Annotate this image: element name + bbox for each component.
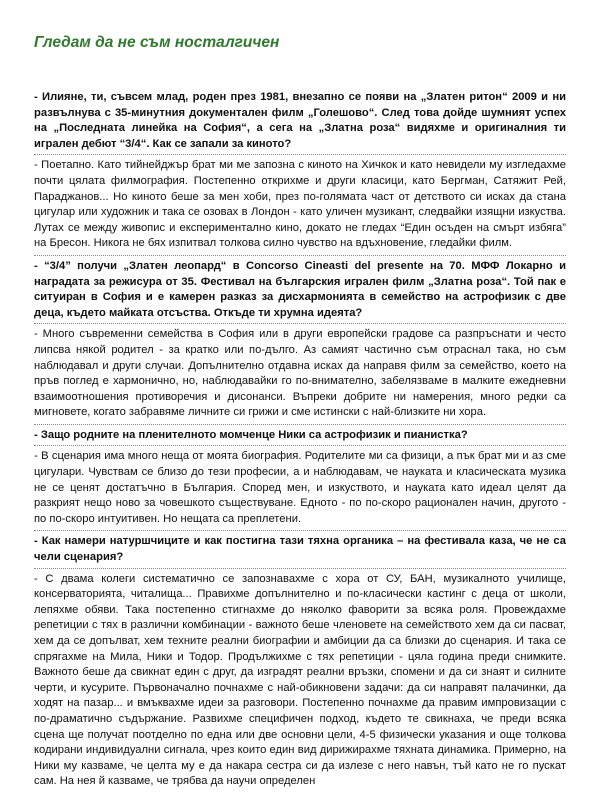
divider — [34, 154, 566, 155]
question-3: - Защо родните на пленителното момченце Ники са астрофизик и пианистка? — [34, 428, 468, 441]
divider — [34, 424, 566, 425]
answer-1: - Поетапно. Като тийнейджър брат ми ме запозна с киното на Хичкок и като невидели му изгледахме почти цялата филмография. Постепенно открихме и други класици, като Бергман, Сатяжит Рей, Параджанов... Но киното беше за мен хоби, през по-голямата част от детството си исках да стана цигулар или художник и така се озовах в Лондон - като уличен музикант, следвайки изящни изкуства. Лутах се между живопис и експериментално кино, докато не гледах “Един осъден на смърт избяга” на Бресон. Никога не бях изпитвал толкова силно чувство на вдъхновение, гледайки филм. — [34, 159, 566, 250]
answer-2: - Много съвременни семейства в София или в други европейски градове са разпръснати и често липсва някой родител - за кратко или по-дълго. Аз самият частично съм отраснал така, но съм наблюдавал и други случаи. Допълнително отдавна исках да направя филм за семейство, което на пръв поглед е хармонично, но, наблюдавайки го по-внимателно, забелязваме в малките ежедневни взаимоотношения противоречия и дисонанси. Въпреки добрите ни намерения, много редки са мигновете, когато забравяме личните си грижи и сме истински с най-близките ни хора. — [34, 328, 566, 419]
question-1: - Илияне, ти, съвсем млад, роден през 1981, внезапно се появи на „Златен ритон“ 2009 и ни развълнува с 35-минутния документален филм „Голешово“. След това дойде шумният успех на „Последната линейка на София“, а сега на „Златна роза“ видяхме и оригиналния ти игрален дебют “3/4“. Как се запали за киното? — [34, 91, 566, 150]
divider — [34, 255, 566, 256]
article-body — [34, 90, 566, 793]
divider — [34, 530, 566, 531]
question-4: - Как намери натуршчиците и как постигна тази тяхна органика – на фестивала каза, че не са чели сценария? — [34, 535, 566, 564]
article-title: Гледам да не съм носталгичен — [34, 34, 280, 51]
divider — [34, 568, 566, 569]
question-2: - “3/4” получи „Златен леопард“ в Concorso Cineasti del presente на 70. МФФ Локарно и наградата за режисура от 35. Фестивал на българския игрален филм „Златна роза“. Той пак е ситуиран в София и е камерен разказ за дисхармонията в семейство на астрофизик с две деца, където майката отсъства. Откъде ти хрумна идеята? — [34, 259, 566, 319]
answer-3: - В сценария има много неща от моята биография. Родителите ми са физици, а пък брат ми и аз сме цигулари. Чувствам се близо до тези професии, а и наблюдавам, че науката и класическата музика не се ценят достатъчно в България. Според мен, и изкуството, и науката като идеал целят да разкрият нещо ново за човешкото съществуване. Едното - по по-скоро рационален начин, другото - по по-скоро интуитивен. Но нещата са преплетени. — [34, 450, 566, 525]
answer-4: - С двама колеги систематично се запознавахме с хора от СУ, БАН, музикалното училище, консерваторията, читалища... Правихме допълнително и по-класически кастинг с деца от школи, лепяхме обяви. Така постепенно стигнахме до няколко фаворити за всяка роля. Провеждахме репетиции с тях в различни комбинации - важното беше членовете на семейството хем да си пасват, хем да се допълват, хем техните реални биографии и амбиции да са близки до сценария. И така се спрягахме на Мила, Ники и Тодор. Продължихме с тях репетиции - цяла година преди снимките. Важното беше да свикнат един с друг, да изградят реални връзки, спомени и да си знаят и силните черти, и кусурите. Първоначално почнахме с най-обикновени задачи: да си направят палачинки, да ходят на пазар... и вмъквахме идеи за разговори. Постепенно почнахме да правим импровизации с по-драматично съдържание. Развихме специфичен подход, където те свикнаха, че преди всяка сцена ще получат поотделно по една или две основни цели, 4-5 физически указания и още толкова кодирани индивидуални сигнала, чрез които един вид дирижирахме тяхната динамика. Примерно, на Ники му казваме, че целта му е да накара сестра си да излезе с него навън, тъй като не го пускат сам. На нея й казваме, че трябва да научи определен — [34, 572, 566, 788]
divider — [34, 323, 566, 324]
divider — [34, 445, 566, 446]
